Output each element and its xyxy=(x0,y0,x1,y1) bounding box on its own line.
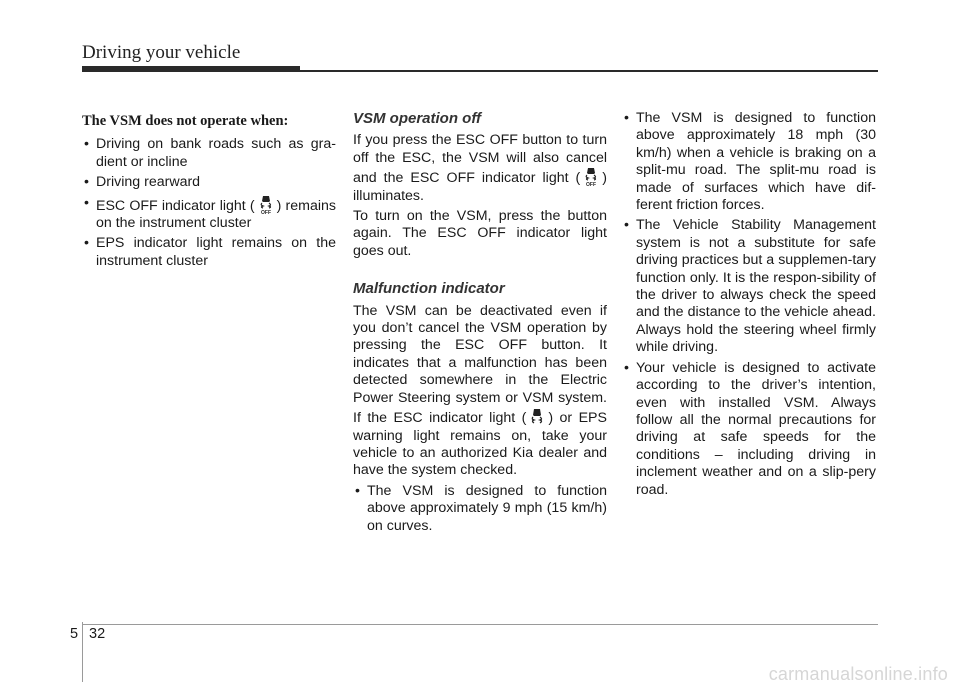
list-item: • EPS indicator light remains on the instrument cluster xyxy=(82,235,336,270)
vsm-operation-off-heading: VSM operation off xyxy=(353,110,482,127)
watermark: carmanualsonline.info xyxy=(768,664,948,684)
vsm-curve-list xyxy=(353,483,607,535)
list-item xyxy=(82,195,336,233)
list-item: • Driving rearward xyxy=(82,174,336,191)
paragraph-text: ) illuminates. xyxy=(353,170,607,204)
page-number: 32 xyxy=(89,626,106,642)
page-header-title: Driving your vehicle xyxy=(82,42,241,63)
vsm-not-operate-subheading: The VSM does not operate when: xyxy=(82,113,289,129)
esc-off-icon xyxy=(582,167,600,187)
list-item: • Your vehicle is designed to activate according to the driver’s intention, even with installed VSM. Always follow all the normal precautions for driving at safe speeds for the conditions – including driving in inclement weather and on a slip-pery road. xyxy=(622,360,876,499)
paragraph xyxy=(353,132,607,205)
vsm-notes-list xyxy=(622,110,876,499)
paragraph: To turn on the VSM, press the button again. The ESC OFF indicator light goes out. xyxy=(353,208,607,259)
column-3 xyxy=(622,110,876,502)
list-item: • The VSM is designed to function above approximately 18 mph (30 km/h) when a vehicle is braking on a split-mu road. The split-mu road is made of surfaces which have dif-ferent friction forces. xyxy=(622,110,876,214)
paragraph xyxy=(353,303,607,480)
header-rule-thick xyxy=(82,66,300,72)
paragraph-text: The VSM can be deactivated even if you don’t cancel the VSM operation by pressing the ESC OFF button. It indicates that a malfunction has been detected somewhere in the Electric Power Steering system or VSM system. If the ESC indicator light ( xyxy=(353,302,607,427)
section-number: 5 xyxy=(70,626,79,642)
column-1 xyxy=(82,110,336,273)
malfunction-indicator-heading: Malfunction indicator xyxy=(353,280,505,298)
column-2 xyxy=(353,110,607,538)
footer-horizontal-rule xyxy=(82,624,878,625)
footer-vertical-rule xyxy=(82,622,83,682)
esc-indicator-icon xyxy=(528,407,546,427)
header-rule-thin xyxy=(300,70,878,72)
paragraph-text: If you press the ESC OFF button to turn off the ESC, the VSM will also cancel and the ESC OFF indicator light ( xyxy=(353,132,607,187)
indicator-text-after: ) remains on the instrument cluster xyxy=(96,197,336,232)
esc-off-icon xyxy=(257,195,275,215)
paragraph-text: ) or EPS warning light remains on, take your vehicle to an authorized Kia dealer and have the system checked. xyxy=(353,410,607,479)
list-item: • Driving on bank roads such as gra-dient or incline xyxy=(82,136,336,171)
list-item: • The VSM is designed to function above approximately 9 mph (15 km/h) on curves. xyxy=(353,483,607,535)
indicator-text-before: ESC OFF indicator light ( xyxy=(96,197,255,214)
svg-text:OFF: OFF xyxy=(260,209,271,215)
svg-text:OFF: OFF xyxy=(586,182,597,188)
vsm-not-operate-list xyxy=(82,136,336,270)
list-item: • The Vehicle Stability Management system is not a substitute for safe driving practices but a supplemen-tary function only. It is the respon-sibility of the driver to always check the speed and the distance to the vehicle ahead. Always hold the steering wheel firmly while driving. xyxy=(622,217,876,356)
